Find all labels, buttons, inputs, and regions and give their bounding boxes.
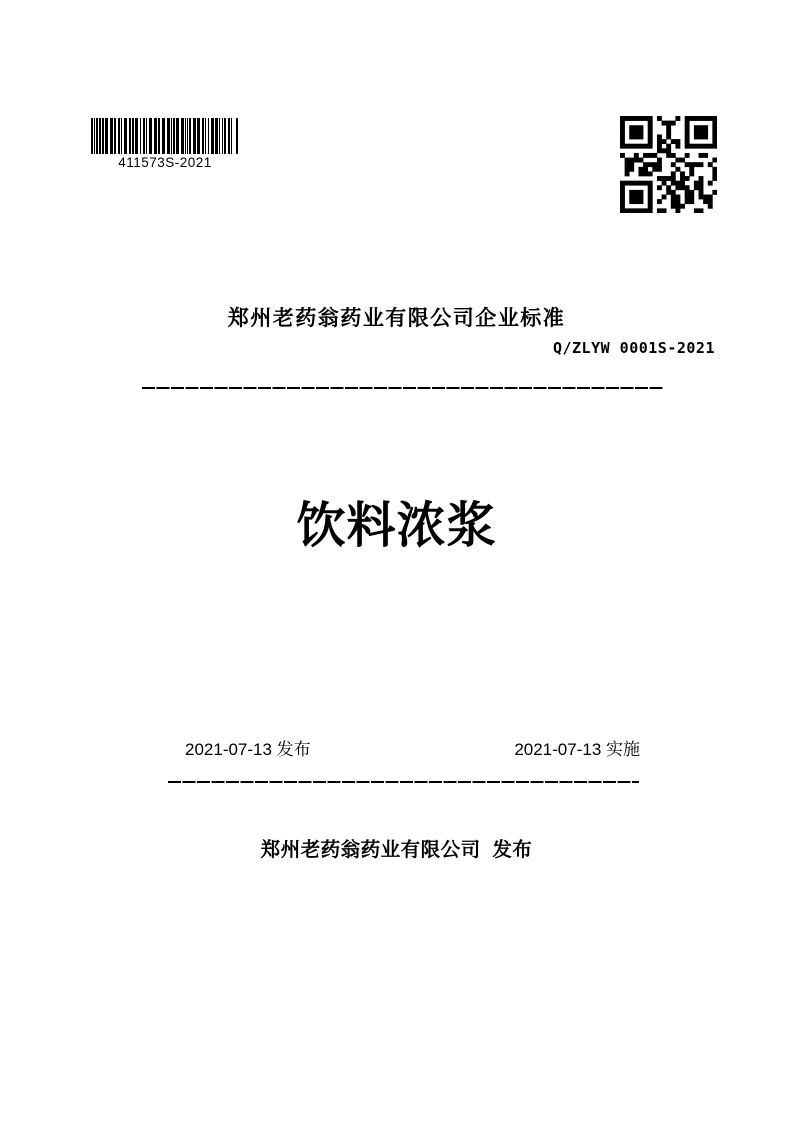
barcode-icon [90, 118, 240, 154]
barcode [90, 118, 240, 170]
implement-date: 2021-07-13 实施 [514, 740, 640, 759]
publisher-line: 郑州老药翁药业有限公司 发布 [260, 839, 533, 861]
qr-code [620, 116, 717, 213]
divider-line-top [142, 387, 663, 389]
qr-code-icon [620, 116, 717, 213]
divider-line-bottom [168, 781, 639, 783]
publish-date: 2021-07-13 发布 [185, 740, 311, 759]
standard-number: Q/ZLYW 0001S-2021 [552, 339, 715, 357]
document-title: 饮料浓浆 [296, 499, 497, 553]
company-standard-heading: 郑州老药翁药业有限公司企业标准 [227, 307, 566, 330]
barcode-text: 411573S-2021 [118, 155, 212, 170]
